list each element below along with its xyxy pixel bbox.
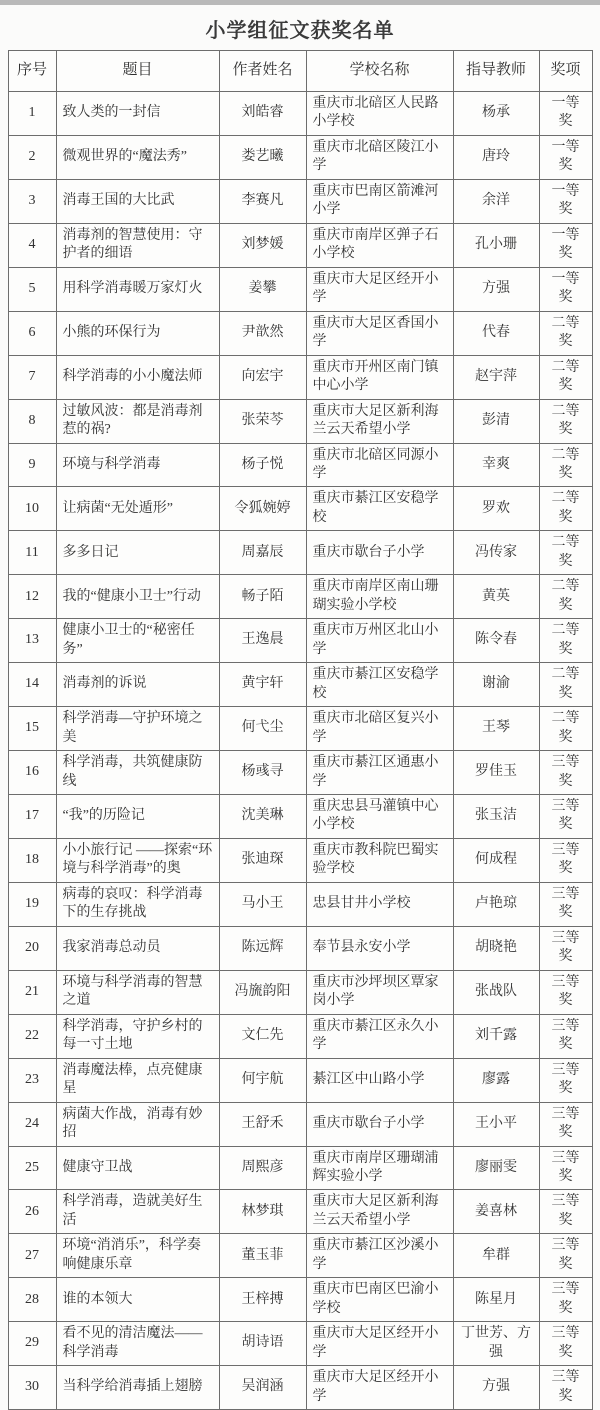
cell-number: 29 xyxy=(8,1322,56,1366)
cell-number: 6 xyxy=(8,311,56,355)
cell-title: 健康守卫战 xyxy=(56,1146,219,1190)
award-table xyxy=(8,50,593,1410)
cell-school: 重庆市南岸区弹子石小学校 xyxy=(306,223,453,267)
cell-title: 消毒魔法棒，点亮健康星 xyxy=(56,1058,219,1102)
table-row xyxy=(8,223,592,267)
header-award: 奖项 xyxy=(539,51,592,92)
cell-award: 三等奖 xyxy=(539,795,592,839)
table-row xyxy=(8,970,592,1014)
cell-title: 微观世界的“魔法秀” xyxy=(56,135,219,179)
cell-title: 我家消毒总动员 xyxy=(56,926,219,970)
cell-author: 吴润涵 xyxy=(219,1366,306,1410)
cell-author: 冯旒韵阳 xyxy=(219,970,306,1014)
cell-title: 病菌大作战，消毒有妙招 xyxy=(56,1102,219,1146)
cell-school: 重庆市歇台子小学 xyxy=(306,531,453,575)
cell-school: 重庆市綦江区永久小学 xyxy=(306,1014,453,1058)
cell-teacher: 方强 xyxy=(453,267,539,311)
cell-teacher: 孔小珊 xyxy=(453,223,539,267)
cell-teacher: 王小平 xyxy=(453,1102,539,1146)
cell-author: 张荣芩 xyxy=(219,399,306,443)
cell-number: 8 xyxy=(8,399,56,443)
cell-award: 二等奖 xyxy=(539,399,592,443)
cell-number: 2 xyxy=(8,135,56,179)
cell-title: 病毒的哀叹：科学消毒下的生存挑战 xyxy=(56,882,219,926)
cell-school: 重庆市大足区新利海兰云天希望小学 xyxy=(306,399,453,443)
cell-author: 黄宇轩 xyxy=(219,663,306,707)
cell-author: 刘皓睿 xyxy=(219,92,306,136)
table-row xyxy=(8,1278,592,1322)
cell-award: 三等奖 xyxy=(539,882,592,926)
cell-number: 15 xyxy=(8,707,56,751)
page-top-border xyxy=(0,0,600,5)
cell-number: 26 xyxy=(8,1190,56,1234)
table-row xyxy=(8,619,592,663)
cell-teacher: 王琴 xyxy=(453,707,539,751)
cell-teacher: 张战队 xyxy=(453,970,539,1014)
cell-title: 科学消毒—守护环境之美 xyxy=(56,707,219,751)
cell-award: 二等奖 xyxy=(539,663,592,707)
cell-school: 重庆市大足区新利海兰云天希望小学 xyxy=(306,1190,453,1234)
cell-title: 环境“消消乐”，科学奏响健康乐章 xyxy=(56,1234,219,1278)
table-body xyxy=(8,92,592,1410)
cell-award: 三等奖 xyxy=(539,1058,592,1102)
table-row xyxy=(8,1190,592,1234)
cell-teacher: 幸爽 xyxy=(453,443,539,487)
cell-teacher: 谢渝 xyxy=(453,663,539,707)
table-row xyxy=(8,663,592,707)
header-row xyxy=(8,51,592,92)
cell-author: 周熙彦 xyxy=(219,1146,306,1190)
table-row xyxy=(8,443,592,487)
table-row xyxy=(8,1058,592,1102)
cell-title: 消毒王国的大比武 xyxy=(56,179,219,223)
table-row xyxy=(8,1322,592,1366)
cell-teacher: 廖露 xyxy=(453,1058,539,1102)
cell-teacher: 黄英 xyxy=(453,575,539,619)
cell-award: 三等奖 xyxy=(539,1146,592,1190)
cell-teacher: 胡晓艳 xyxy=(453,926,539,970)
cell-school: 重庆市大足区经开小学 xyxy=(306,267,453,311)
cell-teacher: 罗欢 xyxy=(453,487,539,531)
cell-author: 张迪琛 xyxy=(219,838,306,882)
cell-school: 重庆市教科院巴蜀实验学校 xyxy=(306,838,453,882)
table-row xyxy=(8,838,592,882)
cell-teacher: 牟群 xyxy=(453,1234,539,1278)
cell-award: 一等奖 xyxy=(539,223,592,267)
cell-number: 9 xyxy=(8,443,56,487)
table-row xyxy=(8,487,592,531)
cell-number: 17 xyxy=(8,795,56,839)
cell-number: 1 xyxy=(8,92,56,136)
table-row xyxy=(8,92,592,136)
table-row xyxy=(8,267,592,311)
cell-title: 多多日记 xyxy=(56,531,219,575)
cell-number: 16 xyxy=(8,751,56,795)
cell-award: 三等奖 xyxy=(539,1278,592,1322)
cell-author: 何弋尘 xyxy=(219,707,306,751)
cell-teacher: 方强 xyxy=(453,1366,539,1410)
cell-award: 一等奖 xyxy=(539,135,592,179)
cell-school: 重庆市南岸区南山珊瑚实验小学校 xyxy=(306,575,453,619)
cell-teacher: 代春 xyxy=(453,311,539,355)
cell-award: 三等奖 xyxy=(539,1014,592,1058)
cell-author: 王逸晨 xyxy=(219,619,306,663)
table-row xyxy=(8,355,592,399)
cell-award: 一等奖 xyxy=(539,92,592,136)
cell-award: 二等奖 xyxy=(539,355,592,399)
cell-school: 重庆市开州区南门镇中心小学 xyxy=(306,355,453,399)
cell-number: 23 xyxy=(8,1058,56,1102)
cell-title: 让病菌“无处遁形” xyxy=(56,487,219,531)
cell-award: 二等奖 xyxy=(539,487,592,531)
cell-school: 重庆市綦江区安稳学校 xyxy=(306,663,453,707)
cell-author: 周嘉辰 xyxy=(219,531,306,575)
cell-award: 二等奖 xyxy=(539,443,592,487)
cell-author: 沈美琳 xyxy=(219,795,306,839)
cell-title: 科学消毒，共筑健康防线 xyxy=(56,751,219,795)
cell-award: 三等奖 xyxy=(539,1366,592,1410)
cell-school: 重庆市北碚区复兴小学 xyxy=(306,707,453,751)
cell-author: 姜攀 xyxy=(219,267,306,311)
cell-number: 22 xyxy=(8,1014,56,1058)
cell-teacher: 陈令春 xyxy=(453,619,539,663)
table-row xyxy=(8,1014,592,1058)
cell-school: 重庆市歇台子小学 xyxy=(306,1102,453,1146)
cell-award: 二等奖 xyxy=(539,707,592,751)
cell-award: 二等奖 xyxy=(539,619,592,663)
cell-school: 綦江区中山路小学 xyxy=(306,1058,453,1102)
cell-award: 二等奖 xyxy=(539,531,592,575)
cell-award: 三等奖 xyxy=(539,1234,592,1278)
cell-teacher: 何成程 xyxy=(453,838,539,882)
cell-number: 3 xyxy=(8,179,56,223)
cell-award: 三等奖 xyxy=(539,926,592,970)
cell-school: 重庆市巴南区箭滩河小学 xyxy=(306,179,453,223)
cell-award: 三等奖 xyxy=(539,751,592,795)
cell-teacher: 唐玲 xyxy=(453,135,539,179)
cell-number: 4 xyxy=(8,223,56,267)
cell-number: 13 xyxy=(8,619,56,663)
cell-number: 18 xyxy=(8,838,56,882)
cell-teacher: 罗佳玉 xyxy=(453,751,539,795)
cell-title: 小熊的环保行为 xyxy=(56,311,219,355)
header-number: 序号 xyxy=(8,51,56,92)
header-school: 学校名称 xyxy=(306,51,453,92)
cell-award: 二等奖 xyxy=(539,575,592,619)
cell-title: “我”的历险记 xyxy=(56,795,219,839)
table-row xyxy=(8,1102,592,1146)
cell-title: 小小旅行记 ——探索“环境与科学消毒”的奥 xyxy=(56,838,219,882)
cell-number: 30 xyxy=(8,1366,56,1410)
cell-school: 重庆市大足区香国小学 xyxy=(306,311,453,355)
cell-teacher: 赵宇萍 xyxy=(453,355,539,399)
cell-author: 畅子陌 xyxy=(219,575,306,619)
cell-number: 27 xyxy=(8,1234,56,1278)
cell-teacher: 余洋 xyxy=(453,179,539,223)
cell-award: 一等奖 xyxy=(539,179,592,223)
cell-number: 28 xyxy=(8,1278,56,1322)
cell-award: 一等奖 xyxy=(539,267,592,311)
cell-title: 科学消毒，造就美好生活 xyxy=(56,1190,219,1234)
cell-author: 刘梦媛 xyxy=(219,223,306,267)
cell-title: 科学消毒的小小魔法师 xyxy=(56,355,219,399)
cell-school: 重庆市綦江区沙溪小学 xyxy=(306,1234,453,1278)
cell-number: 25 xyxy=(8,1146,56,1190)
cell-author: 令狐婉婷 xyxy=(219,487,306,531)
cell-school: 重庆市綦江区通惠小学 xyxy=(306,751,453,795)
cell-school: 重庆市南岸区珊瑚浦辉实验小学 xyxy=(306,1146,453,1190)
cell-number: 19 xyxy=(8,882,56,926)
cell-author: 陈远辉 xyxy=(219,926,306,970)
cell-teacher: 彭清 xyxy=(453,399,539,443)
table-row xyxy=(8,882,592,926)
cell-author: 王舒禾 xyxy=(219,1102,306,1146)
cell-number: 10 xyxy=(8,487,56,531)
cell-award: 三等奖 xyxy=(539,1102,592,1146)
cell-teacher: 廖丽雯 xyxy=(453,1146,539,1190)
cell-number: 14 xyxy=(8,663,56,707)
cell-author: 文仁先 xyxy=(219,1014,306,1058)
cell-school: 重庆市巴南区巴渝小学校 xyxy=(306,1278,453,1322)
cell-author: 杨子悦 xyxy=(219,443,306,487)
cell-award: 三等奖 xyxy=(539,838,592,882)
cell-author: 林梦琪 xyxy=(219,1190,306,1234)
cell-title: 环境与科学消毒 xyxy=(56,443,219,487)
cell-school: 重庆市北碚区同源小学 xyxy=(306,443,453,487)
table-row xyxy=(8,1366,592,1410)
cell-teacher: 杨承 xyxy=(453,92,539,136)
cell-author: 尹歆然 xyxy=(219,311,306,355)
table-row xyxy=(8,751,592,795)
cell-award: 三等奖 xyxy=(539,970,592,1014)
cell-title: 消毒剂的智慧使用：守护者的细语 xyxy=(56,223,219,267)
cell-author: 胡诗语 xyxy=(219,1322,306,1366)
cell-teacher: 刘千露 xyxy=(453,1014,539,1058)
cell-title: 当科学给消毒插上翅膀 xyxy=(56,1366,219,1410)
cell-author: 娄艺曦 xyxy=(219,135,306,179)
table-row xyxy=(8,1146,592,1190)
page-title: 小学组征文获奖名单 xyxy=(205,20,395,42)
table-row xyxy=(8,575,592,619)
cell-title: 过敏风波：都是消毒剂惹的祸? xyxy=(56,399,219,443)
cell-teacher: 陈星月 xyxy=(453,1278,539,1322)
cell-award: 三等奖 xyxy=(539,1322,592,1366)
cell-author: 马小王 xyxy=(219,882,306,926)
cell-teacher: 卢艳琼 xyxy=(453,882,539,926)
cell-number: 11 xyxy=(8,531,56,575)
cell-teacher: 丁世芳、方强 xyxy=(453,1322,539,1366)
cell-number: 20 xyxy=(8,926,56,970)
cell-number: 24 xyxy=(8,1102,56,1146)
cell-title: 健康小卫士的“秘密任务” xyxy=(56,619,219,663)
cell-school: 重庆市北碚区陵江小学 xyxy=(306,135,453,179)
cell-author: 向宏宇 xyxy=(219,355,306,399)
table-row xyxy=(8,707,592,751)
table-row xyxy=(8,135,592,179)
cell-school: 重庆市大足区经开小学 xyxy=(306,1366,453,1410)
cell-title: 谁的本领大 xyxy=(56,1278,219,1322)
table-row xyxy=(8,1234,592,1278)
cell-school: 重庆忠县马灌镇中心小学校 xyxy=(306,795,453,839)
cell-number: 7 xyxy=(8,355,56,399)
table-row xyxy=(8,531,592,575)
table-row xyxy=(8,926,592,970)
cell-title: 致人类的一封信 xyxy=(56,92,219,136)
cell-author: 何宇航 xyxy=(219,1058,306,1102)
cell-author: 董玉菲 xyxy=(219,1234,306,1278)
cell-author: 王梓搏 xyxy=(219,1278,306,1322)
header-title: 题目 xyxy=(56,51,219,92)
cell-number: 5 xyxy=(8,267,56,311)
table-row xyxy=(8,795,592,839)
cell-title: 消毒剂的诉说 xyxy=(56,663,219,707)
cell-teacher: 张玉洁 xyxy=(453,795,539,839)
cell-teacher: 姜喜林 xyxy=(453,1190,539,1234)
table-row xyxy=(8,399,592,443)
cell-school: 忠县甘井小学校 xyxy=(306,882,453,926)
table-row xyxy=(8,311,592,355)
cell-title: 环境与科学消毒的智慧之道 xyxy=(56,970,219,1014)
cell-author: 杨彧寻 xyxy=(219,751,306,795)
cell-school: 重庆市北碚区人民路小学校 xyxy=(306,92,453,136)
header-teacher: 指导教师 xyxy=(453,51,539,92)
cell-number: 21 xyxy=(8,970,56,1014)
cell-award: 三等奖 xyxy=(539,1190,592,1234)
cell-award: 二等奖 xyxy=(539,311,592,355)
cell-title: 科学消毒，守护乡村的每一寸土地 xyxy=(56,1014,219,1058)
table-header xyxy=(8,51,592,92)
cell-school: 重庆市万州区北山小学 xyxy=(306,619,453,663)
cell-title: 我的“健康小卫士”行动 xyxy=(56,575,219,619)
cell-school: 重庆市沙坪坝区覃家岗小学 xyxy=(306,970,453,1014)
cell-author: 李赛凡 xyxy=(219,179,306,223)
cell-title: 用科学消毒暖万家灯火 xyxy=(56,267,219,311)
cell-title: 看不见的清洁魔法——科学消毒 xyxy=(56,1322,219,1366)
cell-school: 重庆市大足区经开小学 xyxy=(306,1322,453,1366)
cell-number: 12 xyxy=(8,575,56,619)
cell-teacher: 冯传家 xyxy=(453,531,539,575)
cell-school: 重庆市綦江区安稳学校 xyxy=(306,487,453,531)
cell-school: 奉节县永安小学 xyxy=(306,926,453,970)
table-row xyxy=(8,179,592,223)
header-author: 作者姓名 xyxy=(219,51,306,92)
